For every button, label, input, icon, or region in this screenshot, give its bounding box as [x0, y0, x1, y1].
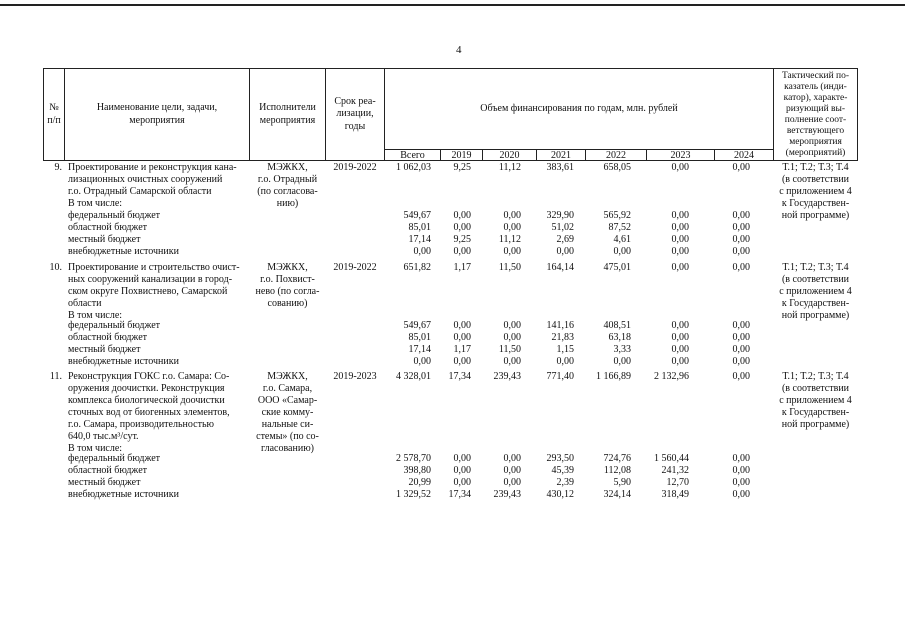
source-value: 4,61: [613, 234, 631, 245]
source-label: местный бюджет: [68, 234, 141, 245]
header-finance: [384, 68, 774, 150]
source-value: 63,18: [608, 332, 631, 343]
source-value: 0,00: [503, 356, 521, 367]
source-value: 239,43: [493, 489, 521, 500]
source-value: 5,90: [613, 477, 631, 488]
source-value: 549,67: [403, 320, 431, 331]
header-finance-text: Объем финансирования по годам, млн. рублей: [480, 102, 678, 114]
source-value: 0,00: [453, 477, 471, 488]
source-value: 2,39: [556, 477, 574, 488]
source-value: 0,00: [732, 489, 750, 500]
row-term: 2019-2022: [333, 262, 377, 273]
source-value: 0,00: [453, 332, 471, 343]
total-value: 0,00: [671, 162, 689, 173]
source-value: 408,51: [603, 320, 631, 331]
source-value: 11,12: [498, 234, 521, 245]
source-value: 0,00: [503, 320, 521, 331]
total-value: 0,00: [732, 262, 750, 273]
source-value: 0,00: [732, 332, 750, 343]
total-value: 4 328,01: [396, 371, 431, 382]
header-year-text: 2022: [606, 149, 626, 161]
row-number: 10.: [49, 262, 62, 273]
row-term: 2019-2023: [333, 371, 377, 382]
total-value: 0,00: [732, 162, 750, 173]
row-indicator: Т.1; Т.2; Т.3; Т.4 (в соответствии с приложением 4 к Государствен- ной программе): [779, 162, 852, 221]
total-value: 11,50: [498, 262, 521, 273]
row-number: 11.: [49, 371, 62, 382]
source-value: 329,90: [546, 210, 574, 221]
source-label: внебюджетные источники: [68, 246, 179, 257]
source-value: 324,14: [603, 489, 631, 500]
source-value: 85,01: [408, 332, 431, 343]
total-value: 0,00: [671, 262, 689, 273]
page-number: 4: [456, 44, 462, 56]
total-value: 1 062,03: [396, 162, 431, 173]
source-value: 141,16: [546, 320, 574, 331]
header-term: [325, 68, 385, 161]
source-value: 0,00: [503, 453, 521, 464]
header-year-text: 2019: [451, 149, 472, 161]
row-title: Реконструкция ГОКС г.о. Самара: Со- оружения доочистки. Реконструкция комплекса биологической доочистки сточных вод от биогенных элементов, г.о. Самара, производительностью 640,0 тыс.м³/сут. В том числе:: [68, 371, 230, 454]
header-num: [43, 68, 65, 161]
header-year-2024: [714, 149, 774, 161]
source-value: 20,99: [408, 477, 431, 488]
header-year-text: 2024: [734, 149, 754, 161]
source-value: 9,25: [453, 234, 471, 245]
header-year-2023: [646, 149, 715, 161]
source-value: 0,00: [613, 356, 631, 367]
source-value: 0,00: [613, 246, 631, 257]
total-value: 239,43: [493, 371, 521, 382]
source-value: 549,67: [403, 210, 431, 221]
source-value: 0,00: [732, 246, 750, 257]
total-value: 9,25: [453, 162, 471, 173]
source-value: 3,33: [613, 344, 631, 355]
source-value: 17,34: [448, 489, 471, 500]
header-year-text: Всего: [400, 149, 425, 161]
source-value: 241,32: [661, 465, 689, 476]
source-value: 2 578,70: [396, 453, 431, 464]
total-value: 771,40: [546, 371, 574, 382]
source-value: 11,50: [498, 344, 521, 355]
source-label: федеральный бюджет: [68, 320, 161, 331]
source-value: 0,00: [732, 344, 750, 355]
source-value: 0,00: [503, 465, 521, 476]
header-year-2021: [536, 149, 586, 161]
row-title: Проектирование и строительство очист- ных сооружений канализации в город- ском округе Похвистнево, Самарской области В том числе:: [68, 262, 240, 321]
header-indicator-text: Тактический по- казатель (инди- катор), характе- ризующий вы- полнение соот- ветствующего мероприятия (мероприятий): [781, 70, 850, 158]
source-label: местный бюджет: [68, 344, 141, 355]
row-executor: МЭЖКХ, г.о. Похвист- нево (по согла- сованию): [255, 262, 320, 309]
source-label: внебюджетные источники: [68, 356, 179, 367]
row-indicator: Т.1; Т.2; Т.3; Т.4 (в соответствии с приложением 4 к Государствен- ной программе): [779, 262, 852, 321]
header-year-2019: [440, 149, 483, 161]
row-executor: МЭЖКХ, г.о. Отрадный (по согласова- нию): [257, 162, 318, 209]
source-label: областной бюджет: [68, 465, 148, 476]
source-value: 0,00: [732, 320, 750, 331]
row-indicator: Т.1; Т.2; Т.3; Т.4 (в соответствии с приложением 4 к Государствен- ной программе): [779, 371, 852, 430]
header-year-2022: [585, 149, 647, 161]
source-value: 0,00: [556, 356, 574, 367]
total-value: 17,34: [448, 371, 471, 382]
header-exec: [249, 68, 326, 161]
source-value: 0,00: [413, 356, 431, 367]
header-term-text: Срок реа- лизации, годы: [334, 95, 376, 132]
total-value: 2 132,96: [654, 371, 689, 382]
source-value: 0,00: [671, 356, 689, 367]
source-value: 0,00: [503, 332, 521, 343]
total-value: 11,12: [498, 162, 521, 173]
top-border-line: [0, 4, 905, 6]
source-value: 0,00: [671, 320, 689, 331]
source-value: 0,00: [732, 453, 750, 464]
source-value: 430,12: [546, 489, 574, 500]
total-value: 383,61: [546, 162, 574, 173]
source-value: 0,00: [732, 477, 750, 488]
header-year-text: 2020: [499, 149, 520, 161]
row-number: 9.: [54, 162, 62, 173]
source-value: 0,00: [671, 332, 689, 343]
total-value: 0,00: [732, 371, 750, 382]
source-value: 0,00: [413, 246, 431, 257]
header-year-text: 2023: [670, 149, 691, 161]
source-value: 293,50: [546, 453, 574, 464]
source-value: 112,08: [603, 465, 631, 476]
source-value: 398,80: [403, 465, 431, 476]
source-value: 0,00: [671, 210, 689, 221]
source-value: 0,00: [671, 222, 689, 233]
source-value: 0,00: [453, 210, 471, 221]
source-value: 87,52: [608, 222, 631, 233]
source-value: 0,00: [453, 465, 471, 476]
source-value: 0,00: [732, 465, 750, 476]
source-value: 0,00: [453, 356, 471, 367]
source-value: 17,14: [408, 344, 431, 355]
source-label: внебюджетные источники: [68, 489, 179, 500]
header-year-total: [384, 149, 441, 161]
source-value: 85,01: [408, 222, 431, 233]
source-value: 0,00: [503, 477, 521, 488]
source-value: 0,00: [556, 246, 574, 257]
source-value: 0,00: [453, 246, 471, 257]
source-value: 1 560,44: [654, 453, 689, 464]
total-value: 651,82: [403, 262, 431, 273]
source-value: 318,49: [661, 489, 689, 500]
source-label: федеральный бюджет: [68, 210, 161, 221]
total-value: 1,17: [453, 262, 471, 273]
source-value: 0,00: [732, 210, 750, 221]
source-value: 0,00: [503, 222, 521, 233]
header-exec-text: Исполнители мероприятия: [259, 102, 316, 126]
header-name: [64, 68, 250, 161]
source-value: 2,69: [556, 234, 574, 245]
source-value: 0,00: [671, 246, 689, 257]
row-title: Проектирование и реконструкция кана- лизационных очистных сооружений г.о. Отрадный Самарской области В том числе:: [68, 162, 237, 209]
source-value: 1,17: [453, 344, 471, 355]
source-value: 51,02: [551, 222, 574, 233]
source-value: 0,00: [732, 356, 750, 367]
source-label: федеральный бюджет: [68, 453, 161, 464]
source-value: 0,00: [453, 453, 471, 464]
header-name-text: Наименование цели, задачи, мероприятия: [96, 102, 218, 126]
row-executor: МЭЖКХ, г.о. Самара, ООО «Самар- ские комму- нальные си- стемы» (по со- гласованию): [256, 371, 319, 454]
header-num-text: № п/п: [47, 102, 61, 126]
source-label: областной бюджет: [68, 222, 148, 233]
source-value: 0,00: [503, 210, 521, 221]
source-value: 0,00: [732, 234, 750, 245]
source-value: 0,00: [732, 222, 750, 233]
header-year-2020: [482, 149, 537, 161]
source-value: 12,70: [666, 477, 689, 488]
source-value: 0,00: [671, 344, 689, 355]
source-label: областной бюджет: [68, 332, 148, 343]
header-indicator: [773, 68, 858, 161]
source-value: 21,83: [551, 332, 574, 343]
source-value: 0,00: [453, 320, 471, 331]
header-year-text: 2021: [551, 149, 571, 161]
total-value: 164,14: [546, 262, 574, 273]
total-value: 658,05: [603, 162, 631, 173]
source-value: 1 329,52: [396, 489, 431, 500]
source-value: 565,92: [603, 210, 631, 221]
source-value: 0,00: [671, 234, 689, 245]
source-label: местный бюджет: [68, 477, 141, 488]
source-value: 1,15: [556, 344, 574, 355]
total-value: 475,01: [603, 262, 631, 273]
source-value: 0,00: [453, 222, 471, 233]
source-value: 17,14: [408, 234, 431, 245]
total-value: 1 166,89: [596, 371, 631, 382]
source-value: 724,76: [603, 453, 631, 464]
row-term: 2019-2022: [333, 162, 377, 173]
source-value: 0,00: [503, 246, 521, 257]
source-value: 45,39: [551, 465, 574, 476]
